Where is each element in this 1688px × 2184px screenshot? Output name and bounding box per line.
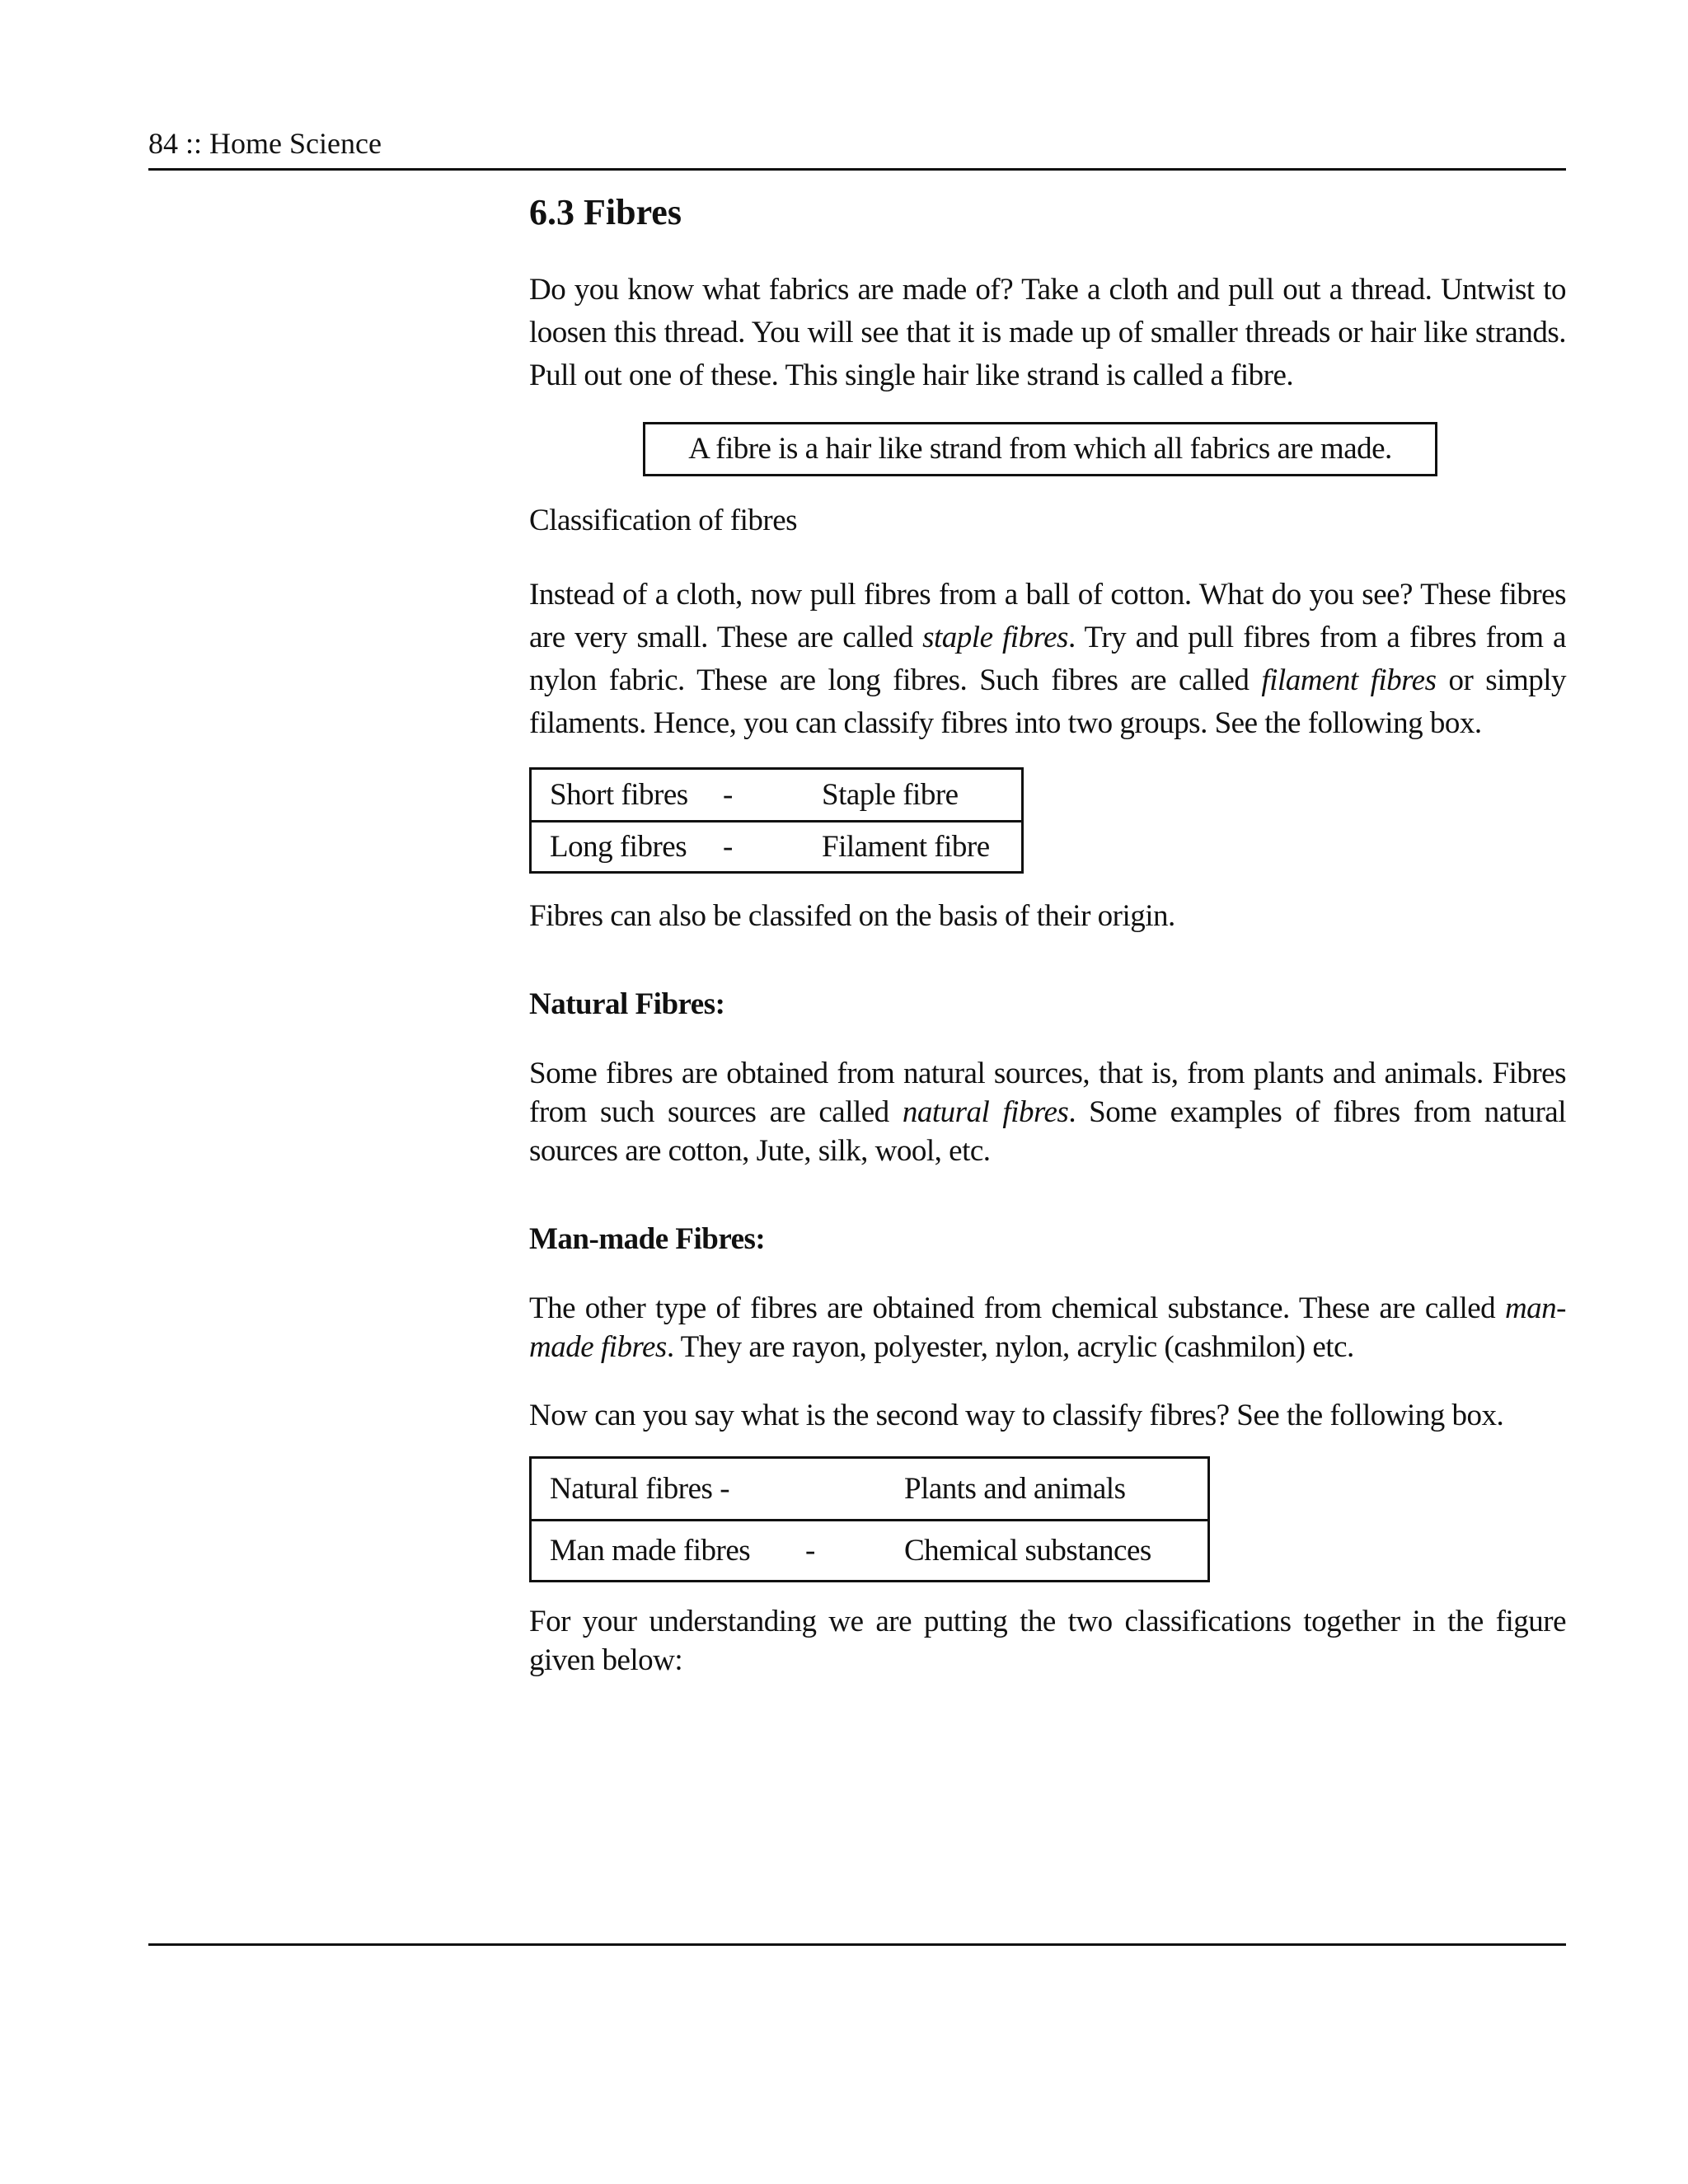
origin-name: Plants and animals <box>904 1472 1126 1506</box>
footer-rule <box>148 1943 1566 1946</box>
natural-text-1: Some fibres are obtained from natural sources, that is, from plants and animals. Fibres from such sources are called <box>529 1057 1566 1129</box>
header-rule <box>148 168 1566 171</box>
table-row <box>531 1458 1209 1521</box>
natural-fibres-paragraph <box>529 1054 1566 1170</box>
classification-text-1: Instead of a cloth, now pull fibres from a ball of cotton. What do you see? These fibres are very small. These are called <box>529 578 1566 654</box>
closing-paragraph: For your understanding we are putting the two classifications together in the figure given below: <box>529 1605 1566 1677</box>
natural-fibres-heading: Natural Fibres: <box>529 987 725 1021</box>
manmade-text-1: The other type of fibres are obtained from chemical substance. These are called <box>529 1291 1505 1325</box>
classification-text-2: . Try and pull fibres from a fibres from a nylon fabric. These are long fibres. Such fibres are called <box>529 621 1566 697</box>
manmade-fibres-heading: Man-made Fibres: <box>529 1222 766 1256</box>
origin-name: Chemical substances <box>904 1521 1209 1582</box>
definition-box: A fibre is a hair like strand from which all fabrics are made. <box>643 422 1437 476</box>
origin-classification-box <box>529 1456 1210 1582</box>
length-name: Filament fibre <box>822 822 1023 873</box>
intro-paragraph: Do you know what fabrics are made of? Take a cloth and pull out a thread. Untwist to loosen this thread. You will see that it is made up of smaller threads or hair like strands. Pull out one of these. This single hair like strand is called a fibre. <box>529 273 1566 392</box>
length-name: Staple fibre <box>822 778 959 812</box>
second-way-question: Now can you say what is the second way to classify fibres? See the following box. <box>529 1399 1504 1432</box>
natural-fibres-term: natural fibres <box>902 1095 1069 1129</box>
staple-fibres-term: staple fibres <box>922 621 1068 654</box>
manmade-fibres-term: man-made fibres <box>529 1291 1566 1364</box>
origin-term: Man made fibres <box>531 1521 806 1582</box>
length-classification-box <box>529 767 1024 874</box>
table-row <box>531 769 1023 822</box>
origin-term: Natural fibres - <box>550 1472 730 1506</box>
origin-intro: Fibres can also be classifed on the basis of their origin. <box>529 899 1175 933</box>
classification-text-3: or simply filaments. Hence, you can classify fibres into two groups. See the following box. <box>529 663 1566 740</box>
running-head: 84 :: Home Science <box>148 127 382 160</box>
manmade-text-2: . They are rayon, polyester, nylon, acrylic (cashmilon) etc. <box>666 1330 1354 1364</box>
section-title: 6.3 Fibres <box>529 192 682 232</box>
classification-paragraph <box>529 574 1566 745</box>
manmade-fibres-paragraph <box>529 1289 1566 1366</box>
classification-heading: Classification of fibres <box>529 504 798 537</box>
length-dash: - <box>723 778 733 812</box>
table-row <box>531 822 1023 873</box>
length-term: Long fibres <box>531 822 724 873</box>
natural-text-2: . Some examples of fibres from natural sources are cotton, Jute, silk, wool, etc. <box>529 1095 1567 1168</box>
origin-dash: - <box>805 1521 904 1582</box>
length-dash: - <box>723 822 822 873</box>
table-row <box>531 1521 1209 1582</box>
filament-fibres-term: filament fibres <box>1261 663 1437 697</box>
origin-dash <box>805 1458 904 1521</box>
length-term: Short fibres <box>550 778 688 812</box>
